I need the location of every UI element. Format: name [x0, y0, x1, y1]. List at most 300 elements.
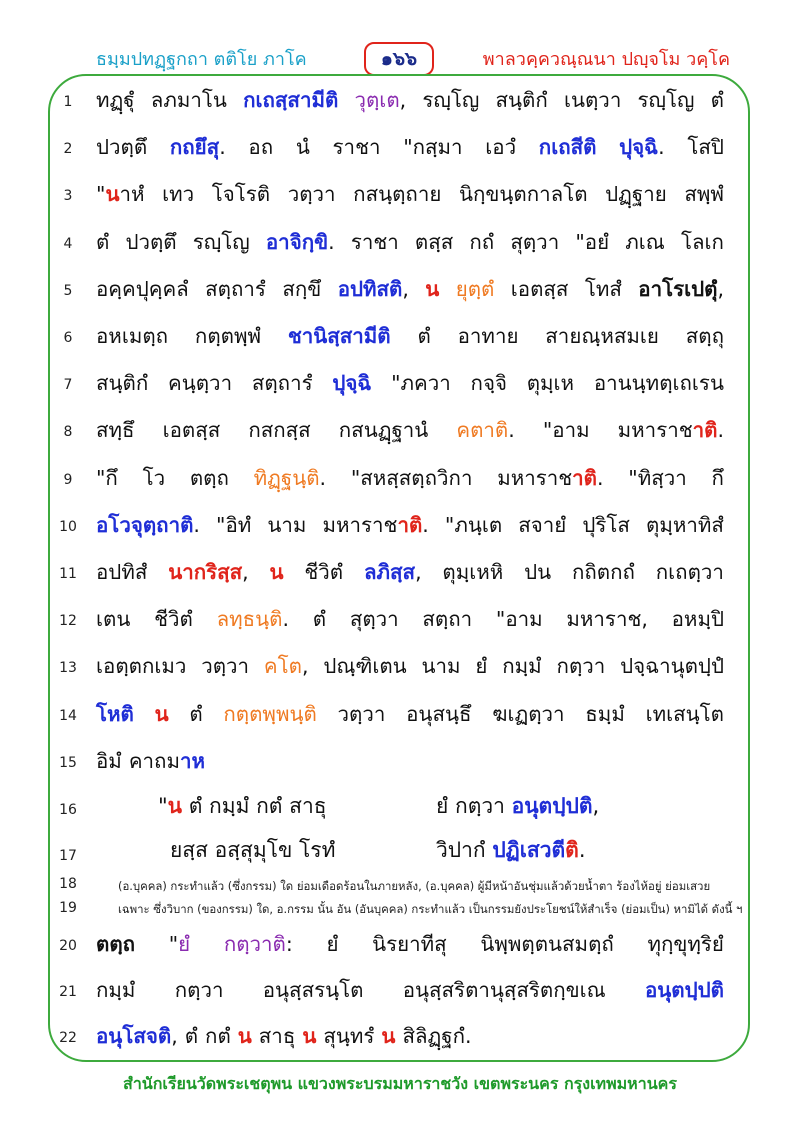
text-segment: น — [269, 560, 284, 584]
word — [619, 131, 665, 164]
word — [391, 367, 451, 400]
word — [190, 462, 229, 495]
word — [333, 131, 381, 164]
text-segment: กตํ — [205, 1024, 231, 1048]
word — [402, 1020, 471, 1053]
word — [96, 974, 135, 1007]
line-number: 17 — [59, 848, 77, 864]
word — [212, 178, 270, 211]
line-number: 10 — [59, 518, 77, 535]
text-segment: โจโรติ — [211, 182, 271, 207]
word — [96, 745, 122, 778]
text-segment: "อาม — [542, 418, 590, 443]
word — [646, 698, 724, 731]
text-segment: โทสํ — [584, 276, 622, 301]
word — [238, 1020, 252, 1053]
word — [364, 556, 422, 589]
word — [96, 320, 168, 353]
text-segment: ปุจฺฉิ — [619, 135, 659, 160]
translation-note-2: เฉพาะ ซึ่งวิบาก (ของกรรม) ใด, อ.กรรม นั้น อัน (อันบุคคล) กระทำแล้ว เป็นกรรมยังประโยชน์ให้สำเร็จ (ย่อมเป็น) หามิได้ ดังนี้ ฯ — [118, 902, 743, 916]
page-number-badge: ๑๖๖ — [364, 42, 434, 76]
word — [572, 556, 635, 589]
word — [518, 509, 566, 542]
text-line — [96, 178, 724, 211]
text-segment: "กึ — [96, 465, 118, 490]
text-segment: นํ — [295, 135, 310, 160]
word — [96, 414, 135, 447]
text-segment: . — [717, 418, 724, 443]
text-segment: รญฺโญ — [192, 229, 250, 254]
text-segment: กถํ — [469, 229, 495, 254]
text-segment: น — [381, 1024, 396, 1048]
text-segment: อหมฺปิ — [671, 607, 724, 632]
text-segment: เตน — [96, 607, 131, 632]
text-segment: สตฺถา — [422, 607, 473, 632]
text-segment: กถยึสุ — [169, 135, 220, 160]
text-segment: อิมํ — [96, 748, 122, 773]
text-segment: กตฺตพฺพํ — [194, 324, 261, 348]
text-segment: สทฺธึ — [96, 418, 135, 443]
text-segment: กเถสีติ — [538, 135, 597, 160]
word — [201, 650, 249, 683]
word — [605, 178, 667, 211]
word — [497, 462, 603, 495]
text-segment: วิปากํ — [436, 838, 493, 862]
text-segment: อนุตปฺปติ — [511, 794, 593, 818]
text-segment: . — [282, 607, 290, 632]
word — [711, 462, 723, 495]
word — [656, 556, 724, 589]
word — [96, 367, 148, 400]
text-segment: กตฺวาติ — [223, 932, 286, 956]
line-number: 18 — [59, 876, 77, 892]
word — [543, 414, 590, 447]
text-line — [96, 509, 724, 542]
word — [557, 650, 606, 683]
word — [638, 273, 724, 306]
text-segment: ชีวิตํ — [304, 560, 344, 584]
text-segment: ทุกฺขุทฺริยํ — [647, 932, 724, 956]
word — [216, 509, 251, 542]
word — [270, 556, 284, 589]
word — [323, 650, 406, 683]
word — [288, 320, 391, 353]
word — [582, 509, 630, 542]
text-segment: น — [154, 701, 169, 726]
text-segment: กสนฺตฺถาย — [353, 182, 442, 207]
text-segment: , — [402, 276, 409, 301]
line-number: 6 — [63, 330, 73, 346]
text-segment: สตฺถารํ — [205, 276, 266, 301]
verse-line-2b — [436, 834, 586, 867]
text-segment: เนตฺวา — [563, 88, 622, 112]
word — [163, 414, 221, 447]
word — [496, 84, 548, 117]
text-segment: "ภควา — [391, 371, 451, 396]
word — [326, 928, 338, 961]
word — [266, 226, 335, 259]
word — [282, 273, 321, 306]
text-segment: น — [237, 1024, 252, 1048]
word — [302, 1020, 316, 1053]
text-segment: โว — [142, 465, 166, 490]
word — [564, 84, 621, 117]
text-segment: คนฺตฺวา — [168, 371, 233, 396]
word — [168, 556, 249, 589]
word — [259, 1020, 296, 1053]
word — [475, 650, 487, 683]
text-segment: . — [193, 512, 200, 537]
text-segment: ตุมฺเหหิ — [442, 560, 504, 584]
text-segment: . — [328, 229, 335, 254]
word — [170, 131, 226, 164]
word — [422, 603, 472, 636]
text-segment: คาถม — [128, 748, 180, 773]
text-segment: เทว — [162, 182, 195, 207]
text-segment: "สหสฺสตฺถวิกา — [350, 465, 473, 490]
word — [480, 928, 613, 961]
word — [332, 367, 371, 400]
line-number: 7 — [63, 377, 73, 394]
text-segment: อปทิสํ — [96, 560, 148, 584]
text-segment: าติ — [572, 465, 597, 490]
line-number: 21 — [59, 984, 77, 1000]
line-number: 9 — [63, 471, 73, 488]
word — [96, 178, 144, 211]
text-segment: ลทฺธนฺติ — [216, 607, 283, 632]
text-line — [96, 273, 724, 306]
text-segment: อนุโสจติ — [96, 1024, 172, 1048]
text-segment: อาโรเปตุํ — [638, 276, 718, 301]
text-segment: ตุมฺหาทิสํ — [646, 512, 724, 537]
verse-line-1a — [158, 790, 327, 823]
line-number: 16 — [59, 802, 77, 818]
word — [686, 320, 724, 353]
word — [422, 84, 479, 117]
word — [288, 178, 336, 211]
text-line — [96, 698, 724, 731]
text-segment: กึ — [711, 465, 724, 490]
text-segment: าติ — [692, 418, 718, 443]
word — [566, 603, 648, 636]
text-segment: ปวตฺตึ — [125, 229, 177, 254]
word — [585, 273, 622, 306]
text-segment: สพฺพํ — [684, 182, 724, 207]
text-segment: อปทิสติ — [337, 276, 403, 301]
word — [628, 462, 686, 495]
word — [223, 698, 316, 731]
word — [711, 84, 724, 117]
text-segment: กสนฏฺฐานํ — [338, 418, 429, 443]
word — [527, 367, 574, 400]
word — [684, 178, 724, 211]
text-segment: : — [285, 932, 293, 956]
text-segment: ยุตฺตํ — [455, 276, 495, 301]
text-segment: อาจิกฺขิ — [265, 229, 329, 254]
text-segment: ตํ — [184, 1024, 199, 1048]
text-segment: กตฺตพฺพนฺติ — [223, 701, 317, 726]
text-segment: ทฏฺฐุํ — [96, 88, 135, 112]
word — [267, 509, 306, 542]
text-segment: ปวตฺตึ — [96, 135, 148, 160]
word — [422, 650, 461, 683]
word — [313, 603, 326, 636]
word — [96, 226, 109, 259]
text-line — [96, 414, 724, 447]
text-segment: ตตฺถ — [96, 932, 136, 956]
text-segment: วตฺวา — [337, 701, 386, 726]
word — [129, 745, 205, 778]
word — [471, 367, 507, 400]
text-segment: ชานิสฺสามีติ — [287, 324, 391, 348]
text-segment: นิพฺพตฺตนสมตฺถํ — [480, 932, 614, 956]
text-segment: สายณฺหสมเย — [545, 324, 659, 348]
text-segment: " — [158, 794, 168, 818]
word — [189, 698, 202, 731]
verse-line-2a — [170, 834, 335, 867]
word — [155, 698, 169, 731]
text-segment: อนุสนฺธึ — [406, 701, 472, 726]
line-number: 11 — [59, 566, 77, 582]
text-segment: "อิทํ — [216, 512, 252, 537]
line-number: 22 — [59, 1030, 77, 1046]
word — [175, 974, 224, 1007]
text-segment: ภเณ — [625, 229, 665, 254]
text-segment: าหํ — [119, 182, 145, 207]
text-segment: ปฏิเสวตี — [492, 838, 566, 862]
word — [96, 650, 186, 683]
line-number: 8 — [63, 424, 73, 441]
text-segment: มหาราช — [322, 512, 398, 537]
word — [351, 226, 399, 259]
text-segment: ปจฺฉานุตปฺปํ — [620, 654, 724, 679]
text-segment: คโต — [263, 654, 302, 679]
text-segment: เอตสฺส — [510, 276, 569, 301]
text-segment: . — [422, 512, 429, 537]
text-line — [96, 320, 724, 353]
word — [143, 462, 166, 495]
text-segment: รญฺโญ — [637, 88, 695, 112]
text-segment: กตฺวา — [174, 978, 224, 1002]
text-segment: อถ — [248, 135, 274, 160]
word — [687, 131, 724, 164]
text-segment: ตํ กมฺมํ กตํ สาธุ — [182, 794, 327, 818]
word — [217, 603, 289, 636]
text-line — [96, 226, 724, 259]
word — [339, 414, 429, 447]
text-segment: สตฺถารํ — [251, 371, 313, 396]
word — [585, 698, 625, 731]
text-segment: ทิฏฺฐนฺติ — [253, 465, 320, 490]
text-segment: อาทาย — [457, 324, 519, 348]
text-segment: . — [319, 465, 327, 490]
text-segment: , — [717, 276, 724, 301]
text-segment: กเถตฺวา — [655, 560, 724, 584]
text-segment: ปณฺฑิเตน — [323, 654, 407, 679]
text-line — [96, 745, 724, 778]
text-segment: น — [302, 1024, 317, 1048]
word — [96, 84, 135, 117]
text-segment: "กสฺมา — [403, 135, 463, 160]
word — [338, 273, 409, 306]
text-segment: ตตฺถ — [189, 465, 229, 490]
text-segment: ลภมาโน — [150, 88, 227, 112]
text-segment: , — [399, 88, 407, 112]
text-segment: โลเก — [680, 229, 724, 254]
line-number: 14 — [59, 707, 77, 724]
text-segment: สุตฺวา — [349, 607, 399, 632]
word — [492, 698, 564, 731]
text-segment: สาธุ — [258, 1024, 296, 1048]
word — [456, 414, 514, 447]
word — [545, 320, 659, 353]
text-segment: ฆเฏตฺวา — [492, 701, 565, 726]
line-number: 3 — [63, 188, 73, 205]
word — [539, 131, 597, 164]
text-segment: รญฺโญ — [422, 88, 480, 112]
word — [254, 462, 326, 495]
line-number: 12 — [59, 613, 77, 630]
text-segment: " — [96, 182, 106, 207]
text-segment: ปฏฺฐาย — [605, 182, 667, 207]
word — [459, 178, 588, 211]
word — [304, 556, 343, 589]
text-segment: ติ — [565, 838, 579, 862]
text-segment: วตฺวา — [201, 654, 250, 679]
word — [168, 367, 232, 400]
text-segment: อนุสฺสรนฺโต — [262, 978, 364, 1002]
text-segment: ราชา — [350, 229, 399, 254]
line-number: 13 — [59, 660, 77, 677]
word — [672, 603, 724, 636]
text-line — [96, 84, 724, 117]
word — [205, 1020, 231, 1053]
text-segment: . — [597, 465, 604, 490]
text-segment: , — [242, 560, 249, 584]
word — [96, 603, 130, 636]
text-segment: อหเมตฺถ — [96, 324, 169, 348]
text-segment: , — [301, 654, 309, 679]
text-line — [96, 556, 724, 589]
word — [442, 556, 503, 589]
word — [681, 226, 724, 259]
word — [618, 414, 724, 447]
text-segment: ตํ — [710, 88, 724, 112]
word — [351, 462, 473, 495]
word — [185, 1020, 198, 1053]
word — [248, 131, 273, 164]
text-segment: "ภนฺเต — [444, 512, 503, 537]
footer-institution: สำนักเรียนวัดพระเชตุพน แขวงพระบรมมหาราชวัง เขตพระนคร กรุงเทพมหานคร — [123, 1074, 677, 1093]
word — [96, 131, 147, 164]
text-segment: ปน — [524, 560, 552, 584]
text-segment: ตํ — [417, 324, 431, 348]
text-segment: ปุจฺฉิ — [332, 371, 372, 396]
text-segment: นากริสฺส — [168, 560, 243, 584]
text-segment: , — [171, 1024, 178, 1048]
text-segment: อานนฺทตฺเถเรน — [593, 371, 724, 396]
word — [96, 1020, 178, 1053]
word — [403, 131, 462, 164]
word — [96, 273, 189, 306]
text-segment: ตํ — [189, 701, 203, 726]
word — [594, 367, 724, 400]
text-segment: กถิตกถํ — [571, 560, 635, 584]
text-segment: าห — [179, 748, 206, 773]
text-segment: ยสฺส อสฺสุมุโข โรทํ — [170, 838, 336, 862]
word — [575, 226, 609, 259]
word — [445, 509, 502, 542]
word — [264, 650, 309, 683]
word — [496, 603, 543, 636]
word — [625, 226, 665, 259]
word — [205, 273, 266, 306]
text-segment: น — [167, 794, 183, 818]
text-segment: , — [592, 794, 600, 818]
word — [322, 509, 428, 542]
text-segment: นิรยาทีสุ — [372, 932, 447, 956]
text-segment: ตํ — [312, 607, 327, 632]
text-segment: วตฺวา — [287, 182, 336, 207]
text-segment: กมฺมํ — [502, 654, 542, 679]
word — [338, 698, 386, 731]
word — [647, 928, 723, 961]
text-segment: มหาราช — [617, 418, 693, 443]
word — [243, 84, 338, 117]
word — [125, 226, 176, 259]
text-segment: อคฺคปุคฺคลํ — [96, 276, 189, 301]
word — [296, 131, 310, 164]
word — [406, 698, 471, 731]
word — [162, 178, 194, 211]
word — [510, 226, 559, 259]
word — [154, 603, 193, 636]
header-left-title: ธมฺมปทฏฺฐกถา ตติโย ภาโค — [96, 49, 307, 70]
text-segment: ยํ — [326, 932, 339, 956]
text-segment: . — [219, 135, 226, 160]
text-segment: . — [658, 135, 665, 160]
text-segment: เอตสฺส — [162, 418, 221, 443]
word — [645, 974, 724, 1007]
word — [350, 603, 399, 636]
word — [248, 414, 310, 447]
text-segment: ตุมฺเห — [526, 371, 575, 396]
word — [403, 974, 606, 1007]
word — [417, 320, 430, 353]
header-right-title: พาลวคฺควณฺณนา ปญฺจโม วคฺโค — [482, 49, 730, 70]
word — [524, 556, 551, 589]
word — [195, 320, 261, 353]
word — [353, 178, 441, 211]
text-line — [96, 462, 724, 495]
word — [458, 320, 519, 353]
text-segment: อนุตปฺปติ — [644, 978, 724, 1002]
word — [372, 928, 447, 961]
line-number: 4 — [63, 235, 73, 252]
text-segment: นิกฺขนฺตกาลโต — [458, 182, 588, 207]
word — [252, 367, 313, 400]
text-segment: ยํ กตฺวา — [436, 794, 512, 818]
word — [96, 462, 118, 495]
line-number: 20 — [59, 938, 77, 954]
text-segment: ยํ — [178, 932, 191, 956]
word — [323, 1020, 374, 1053]
text-segment: าติ — [397, 512, 423, 537]
line-number: 1 — [63, 94, 73, 110]
text-segment: ตสฺส — [414, 229, 454, 254]
text-segment: "อยํ — [575, 229, 610, 254]
verse-line-1b — [436, 790, 599, 823]
